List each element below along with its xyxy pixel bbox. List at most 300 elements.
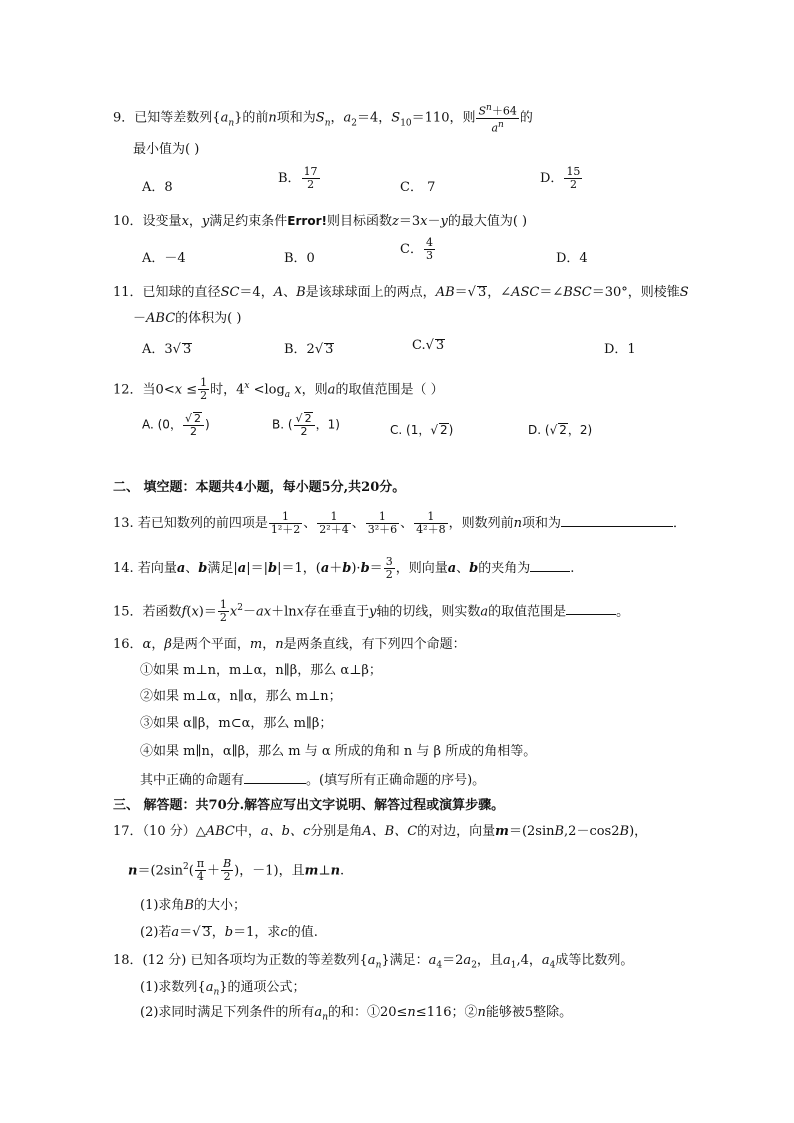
q12-fraction — [198, 377, 209, 402]
q11-option-d: D．1 — [604, 342, 636, 357]
q17-text: )，－1)，且 — [234, 863, 305, 879]
frac-den: 3 — [425, 249, 433, 262]
q17-fraction-pi — [195, 858, 206, 883]
q9-option-c: C． 7 — [400, 180, 436, 195]
sqrt-radicand: 3 — [182, 342, 192, 357]
frac-den: 2 — [569, 178, 577, 191]
q12-text: 时，4 — [210, 382, 245, 398]
frac-num: S — [478, 104, 487, 118]
q18-text: 的和：①20≤ — [327, 1005, 408, 1020]
q16-proposition-4: ④如果 m∥n，α∥β，那么 m 与 α 所成的角和 n 与 β 所成的角相等。 — [140, 744, 537, 759]
q12-text: 的取值范围是（ ） — [335, 382, 444, 398]
question-number: 14. — [113, 561, 134, 576]
q16-text: ， — [262, 637, 276, 652]
score-label: (12 分) — [142, 953, 187, 968]
question-number: 18． — [113, 953, 143, 968]
q18-text: }满足： — [381, 953, 429, 968]
q16-text: ， — [151, 637, 165, 652]
q18-text: 成等比数列。 — [555, 953, 634, 968]
subscript: n — [213, 987, 220, 998]
option-tail: ) — [204, 417, 210, 432]
question-number: 12． — [113, 382, 143, 398]
q18-text: ＝2 — [442, 953, 464, 968]
subscript: n — [324, 118, 331, 129]
option-fraction — [564, 166, 582, 191]
option-fraction: $\frac{√ 2}{2}$ — [294, 412, 315, 438]
q9-text: ＝110，则 — [411, 110, 476, 126]
q17-text: 的大小； — [193, 898, 246, 913]
var-a: a — [428, 953, 437, 968]
q12-option-c: C. (1，√ 2) — [390, 423, 454, 437]
q9-text: 的 — [519, 110, 533, 126]
q16-text: 是两条直线，有下列四个命题： — [283, 637, 466, 652]
vector-b: b — [198, 561, 208, 576]
q18-text: (2)求同时满足下列条件的所有 — [140, 1005, 315, 1020]
q13-text: 若已知数列的前四项是 — [137, 516, 268, 531]
q12-option-b — [272, 412, 340, 438]
q13-fraction-4 — [414, 511, 447, 536]
frac-den: 2 — [189, 425, 197, 438]
var-beta: β — [164, 637, 172, 652]
q15-fraction — [218, 599, 229, 624]
sqrt-radicand: 3 — [477, 285, 487, 300]
q13-text: ． — [672, 516, 686, 531]
q17-text: )， — [629, 824, 648, 839]
frac-num: 3 — [385, 555, 393, 568]
frac-den: 2 — [307, 178, 315, 191]
q17-text: ,2－cos2 — [564, 824, 620, 839]
frac-den: 1²＋2 — [270, 523, 301, 536]
q11-text: ＝ — [454, 285, 468, 300]
q16-proposition-2: ②如果 m⊥α，n∥α，那么 m⊥n； — [140, 689, 342, 704]
frac-num: 1 — [269, 511, 302, 524]
q9-text: }的前 — [234, 110, 269, 126]
var-SC: SC — [220, 285, 240, 300]
var-b: b — [224, 925, 234, 940]
q11-text: ＝∠ — [539, 285, 564, 300]
option-label: B．2 — [284, 342, 315, 357]
q18-text: ≤116；② — [415, 1005, 478, 1020]
subscript: 4 — [549, 960, 556, 971]
var-ABC: A、B、C — [362, 824, 418, 839]
option-label: B． — [278, 171, 301, 186]
q17-text: . — [340, 863, 345, 879]
q14-text: )· — [351, 561, 361, 576]
q16-proposition-1: ①如果 m⊥n，m⊥α，n∥β，那么 α⊥β； — [140, 663, 382, 678]
var-ax: ax — [255, 604, 272, 620]
q11-text: 、 — [283, 285, 297, 300]
var-a: a — [314, 1005, 323, 1020]
var-x: x — [191, 604, 199, 620]
q9-text: 项和为 — [276, 110, 316, 126]
var-n: n — [407, 1005, 416, 1020]
q9-line2: 最小值为( ) — [133, 142, 200, 157]
option-tail: ) — [448, 423, 454, 437]
question-number: 15． — [113, 604, 143, 620]
subscript: 2 — [471, 960, 477, 971]
perp-symbol: ⊥ — [318, 863, 331, 879]
frac-den: 2 — [200, 389, 208, 403]
var-a: a — [367, 953, 376, 968]
q16-proposition-3: ③如果 α∥β，m⊂α，那么 m∥β； — [140, 716, 333, 731]
var-S: S — [679, 285, 689, 300]
var-x: x — [229, 604, 238, 620]
q17-text: △ — [195, 824, 206, 839]
q9-text: ， — [330, 110, 344, 126]
q9-text: ＝4， — [357, 110, 392, 126]
section-two-heading: 二、 填空题：本题共4小题，每小题5分,共20分。 — [113, 480, 406, 495]
q14-text: ＋ — [329, 561, 343, 576]
var-ABC: ABC — [205, 824, 235, 839]
q9-text: 已知等差数列{ — [134, 110, 221, 126]
vector-a: a — [320, 561, 330, 576]
var-x: x — [181, 214, 189, 229]
q17-text: ＝(2sin — [508, 824, 555, 839]
separator: 、 — [351, 516, 365, 531]
q12-text: 当0< — [142, 382, 175, 398]
var-x: x — [294, 382, 302, 398]
q11-option-c: C.√ 3 — [412, 338, 445, 353]
q17-text: ＝(2sin — [137, 863, 183, 879]
sqrt-radicand: 2 — [439, 423, 448, 437]
q10-option-c — [400, 237, 436, 262]
var-a: a — [327, 382, 336, 398]
q17-line2: $n=(2\sin^2$( $\frac{\pi}{4}$ ＋ $\frac{B}{2}$ )，－1)，且m⊥n. — [128, 857, 345, 884]
option-label: D． — [540, 171, 564, 186]
q10-text: ＝3 — [398, 214, 421, 229]
frac-num: 17 — [303, 165, 318, 178]
superscript: n — [486, 103, 492, 113]
q11-text: 是该球球面上的两点， — [305, 285, 436, 300]
frac-den: 2 — [385, 568, 393, 581]
subscript: n — [322, 1012, 328, 1023]
q18-subquestion-2 — [140, 1004, 572, 1027]
q11-text: 的体积为( ) — [175, 311, 242, 326]
frac-den: 2 — [300, 425, 308, 438]
q17-subquestion-2: (2)若a＝√ 3，b＝1，求c的值. — [140, 925, 318, 940]
q13-text: ，则数列前 — [448, 516, 514, 531]
answer-blank[interactable] — [530, 559, 570, 572]
q16-answer-line — [140, 771, 485, 790]
frac-num-tail: ＋64 — [491, 104, 517, 118]
q9-option-b — [278, 166, 321, 191]
q18-text: (1)求数列{ — [140, 980, 206, 995]
q9-line1 — [113, 102, 533, 134]
frac-num: 1 — [200, 376, 208, 390]
q11-text: ＝30°，则棱锥 — [591, 285, 680, 300]
q11-option-b: B．2√ 3 — [284, 342, 334, 357]
q16-text: 。(填写所有正确命题的序号)。 — [306, 773, 486, 788]
q15-text: ＋ln — [271, 604, 297, 620]
q10-text: 满足约束条件 — [209, 214, 288, 229]
frac-num: B — [223, 857, 232, 871]
q14-text: ，则向量 — [395, 561, 448, 576]
var-n: n — [513, 516, 522, 531]
var-a: a — [220, 110, 229, 126]
var-f: f — [181, 604, 187, 620]
frac-den: 2 — [219, 611, 227, 625]
option-label: D. ( — [528, 423, 550, 437]
var-a: a — [171, 925, 180, 940]
option-fraction — [424, 237, 435, 262]
q15-text: ( — [186, 604, 192, 620]
subscript: 4 — [436, 960, 443, 971]
var-n: n — [477, 1005, 486, 1020]
frac-den: a — [491, 121, 499, 135]
option-fraction: $\frac{√ 2}{2}$ — [183, 412, 204, 438]
q12-text: <log — [249, 382, 285, 398]
q15-text: 的取值范围是 — [488, 604, 567, 620]
vector-m: m — [304, 863, 319, 879]
superscript: 2 — [237, 603, 243, 613]
sqrt-radicand: 2 — [559, 423, 567, 437]
var-a: a — [463, 953, 472, 968]
frac-num: 15 — [566, 165, 581, 178]
q14-text: |＝1，( — [277, 561, 321, 576]
q14-text: 、 — [185, 561, 199, 576]
superscript: x — [244, 381, 250, 391]
subscript: 1 — [510, 960, 517, 971]
subscript: n — [375, 960, 382, 971]
q14-text: |＝| — [246, 561, 268, 576]
q17-text: ， — [211, 925, 225, 940]
question-number: 9． — [113, 110, 135, 126]
option-tail: ，2) — [567, 423, 593, 437]
q12-text: ≤ — [182, 382, 198, 398]
var-abc: a、b、c — [260, 824, 311, 839]
var-y: y — [368, 604, 377, 620]
q16-text: 是两个平面， — [171, 637, 250, 652]
option-label: A. (0， — [142, 417, 182, 432]
answer-blank[interactable] — [561, 514, 673, 527]
var-a: a — [343, 110, 352, 126]
q13-line — [113, 511, 686, 536]
option-label: B. ( — [272, 417, 293, 432]
sqrt-radicand: 3 — [202, 925, 211, 940]
frac-den: 3²＋6 — [367, 523, 398, 536]
vector-b: b — [267, 561, 278, 576]
q17-fraction-b — [221, 858, 233, 883]
q14-text: 若向量 — [137, 561, 177, 576]
subscript: n — [228, 118, 235, 129]
question-number: 13. — [113, 516, 134, 531]
subscript: 10 — [400, 118, 412, 129]
var-ABC: ABC — [146, 311, 176, 326]
var-x: x — [420, 214, 428, 229]
q18-subquestion-1 — [140, 979, 306, 1002]
var-S: S — [315, 110, 325, 126]
q15-text: 轴的切线，则实数 — [376, 604, 481, 620]
q17-text: ＝ — [179, 925, 193, 940]
q18-text: }的通项公式； — [219, 980, 306, 995]
var-A: A — [273, 285, 284, 300]
var-ASC: ASC — [511, 285, 540, 300]
vector-a: a — [176, 561, 186, 576]
answer-blank[interactable] — [244, 771, 306, 784]
var-B: B — [554, 824, 565, 839]
sqrt-radicand: 3 — [325, 342, 334, 357]
q10-option-b: B．0 — [284, 251, 315, 266]
var-m: m — [249, 637, 263, 652]
section-three-heading: 三、 解答题：共70分.解答应写出文字说明、解答过程或演算步骤。 — [113, 798, 505, 813]
separator: 、 — [400, 516, 414, 531]
option-label: C. — [412, 338, 426, 353]
sqrt-radicand: 3 — [435, 338, 445, 353]
var-n: n — [268, 110, 277, 126]
q17-subquestion-1 — [140, 897, 246, 915]
q12-text: ，则 — [301, 382, 328, 398]
q18-text: ,4， — [516, 953, 542, 968]
sqrt-radicand: 2 — [304, 412, 312, 425]
q11-text: 已知球的直径 — [142, 285, 221, 300]
frac-den: 4 — [196, 870, 204, 884]
var-B: B — [296, 285, 306, 300]
var-x: x — [174, 382, 183, 398]
vector-b: b — [360, 561, 370, 576]
var-y: y — [201, 214, 210, 229]
q15-text: 若函数 — [142, 604, 182, 620]
question-number: 11． — [113, 285, 143, 300]
frac-num: π — [196, 857, 205, 871]
q12-option-a — [142, 412, 210, 438]
frac-den: 2²＋4 — [319, 523, 349, 536]
var-a: a — [541, 953, 550, 968]
q10-text: 设变量 — [142, 214, 182, 229]
frac-num: 1 — [317, 511, 350, 524]
vector-a: a — [237, 561, 247, 576]
var-AB: AB — [435, 285, 455, 300]
q15-line — [113, 599, 629, 624]
q14-fraction — [384, 556, 395, 581]
q10-text: 则目标函数 — [326, 214, 392, 229]
q16-text: 其中正确的命题有 — [140, 773, 245, 788]
q18-text: 已知各项均为正数的等差数列{ — [190, 953, 368, 968]
subscript: 2 — [351, 118, 358, 129]
frac-den: 4²＋8 — [416, 523, 446, 536]
frac-num: 1 — [414, 511, 447, 524]
q13-fraction-1 — [269, 511, 302, 536]
q13-text: 项和为 — [521, 516, 561, 531]
q10-line1 — [113, 212, 527, 231]
q10-text: ， — [188, 214, 202, 229]
q15-text: )＝ — [198, 604, 217, 620]
q18-text: 能够被5整除。 — [485, 1005, 573, 1020]
q14-line — [113, 556, 574, 581]
subscript: a — [284, 389, 291, 400]
q13-fraction-3 — [366, 511, 399, 536]
vector-n: n — [330, 863, 341, 879]
var-alpha: α — [142, 637, 152, 652]
q9-option-a: A．8 — [142, 180, 173, 195]
q17-text: (2)若 — [140, 925, 172, 940]
var-B: B — [184, 898, 194, 913]
vector-b: b — [342, 561, 352, 576]
vector-m: m — [495, 824, 509, 839]
q17-text: (1)求角 — [140, 898, 185, 913]
vector-n: n — [128, 863, 138, 879]
var-a: a — [205, 980, 214, 995]
var-z: z — [391, 214, 399, 229]
frac-num: 1 — [366, 511, 399, 524]
frac-den: 2 — [223, 870, 231, 884]
q11-line1: 11．已知球的直径SC＝4，A、B是该球球面上的两点，AB＝√ 3，∠ASC＝∠BSC＝30°，则棱锥S — [113, 285, 689, 300]
q9-fraction — [476, 102, 518, 134]
var-x: x — [296, 604, 304, 620]
q17-text: 的值. — [287, 925, 318, 940]
q11-text: － — [133, 311, 147, 326]
q15-text: － — [242, 604, 256, 620]
var-B: B — [619, 824, 630, 839]
q12-option-d: D. (√ 2，2) — [528, 423, 593, 437]
q15-text: 存在垂直于 — [303, 604, 369, 620]
question-number: 16． — [113, 637, 143, 652]
error-text: Error! — [287, 214, 327, 228]
vector-b: b — [469, 561, 479, 576]
q17-text: 中， — [234, 824, 261, 839]
q11-option-a: A．3√ 3 — [142, 342, 192, 357]
q10-option-a: A．－4 — [142, 251, 186, 266]
frac-num: 4 — [425, 236, 433, 249]
separator: 、 — [303, 516, 317, 531]
q11-line2 — [133, 310, 241, 328]
q9-option-d — [540, 166, 583, 191]
q17-text: 分别是角 — [310, 824, 363, 839]
q11-text: ＝4， — [239, 285, 274, 300]
q10-option-d: D．4 — [556, 251, 588, 266]
q14-text: 、 — [456, 561, 470, 576]
q14-text: ＝ — [369, 561, 383, 576]
q15-text: 。 — [616, 604, 630, 620]
q17-text: 的对边，向量 — [417, 824, 496, 839]
q11-text: ，∠ — [487, 285, 512, 300]
q13-fraction-2 — [317, 511, 350, 536]
option-label: C. (1， — [390, 423, 431, 437]
q14-text: 的夹角为 — [478, 561, 531, 576]
var-c: c — [280, 925, 288, 940]
question-number: 17． — [113, 824, 143, 839]
var-a: a — [502, 953, 511, 968]
q14-text: 满足| — [207, 561, 238, 576]
answer-blank[interactable] — [566, 602, 616, 615]
option-tail: ，1) — [315, 417, 340, 432]
option-fraction — [302, 166, 320, 191]
var-S: S — [391, 110, 401, 126]
q10-text: － — [427, 214, 441, 229]
option-label: C． — [400, 242, 423, 257]
q16-line1 — [113, 636, 466, 654]
q17-text: ＝1，求 — [233, 925, 281, 940]
q12-line1 — [113, 377, 444, 404]
q17-text: ( — [188, 863, 194, 879]
q10-text: 的最大值为( ) — [447, 214, 528, 229]
option-label: A．3 — [142, 342, 173, 357]
superscript: n — [498, 119, 504, 130]
sqrt-radicand: 2 — [193, 412, 201, 425]
score-label: （10 分） — [142, 824, 196, 839]
q14-text: . — [570, 561, 575, 576]
question-number: 10． — [113, 214, 143, 229]
q17-line1 — [113, 823, 647, 841]
var-y: y — [440, 214, 448, 229]
superscript: 2 — [183, 862, 189, 872]
q18-text: ，且 — [476, 953, 503, 968]
var-a: a — [480, 604, 489, 620]
var-n: n — [275, 637, 284, 652]
q18-line1 — [113, 952, 633, 975]
vector-a: a — [447, 561, 457, 576]
var-BSC: BSC — [563, 285, 592, 300]
frac-num: 1 — [219, 598, 227, 612]
